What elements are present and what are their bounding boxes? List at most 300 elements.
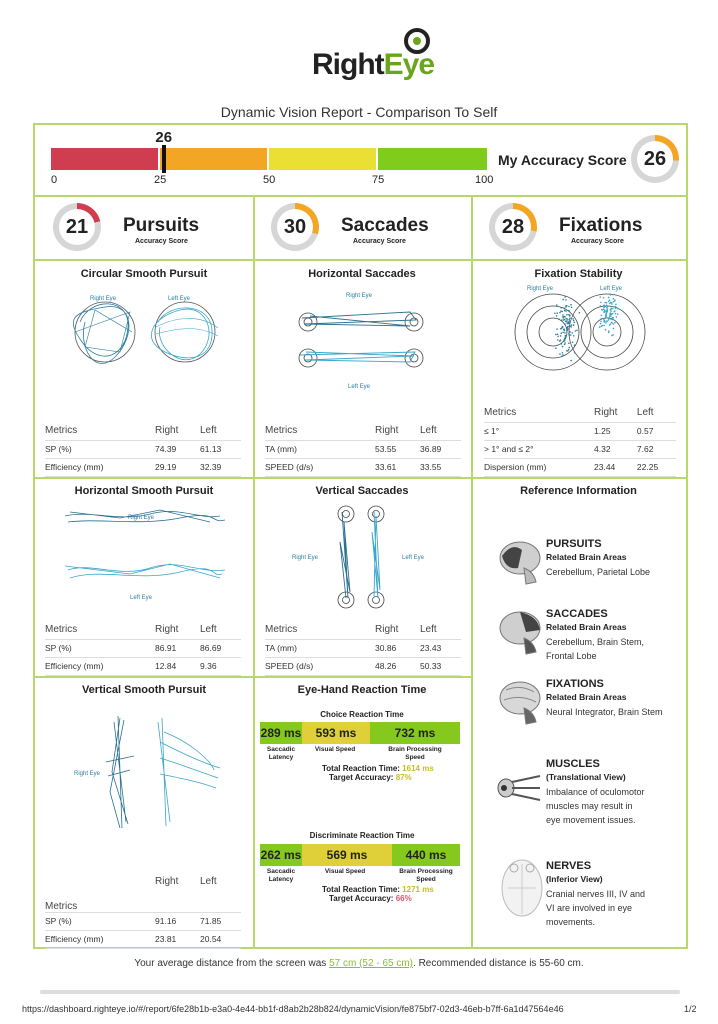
- fixation-point: [570, 334, 572, 336]
- table-header-row: [484, 404, 676, 422]
- fixation-point: [555, 347, 557, 349]
- metric-left: 32.39: [200, 458, 241, 476]
- fix-left-eye-label: Left Eye: [600, 286, 623, 292]
- fixation-point: [560, 310, 562, 312]
- fixation-point: [564, 308, 566, 310]
- metric-name: ≤ 1°: [484, 422, 594, 440]
- metric-left: 7.62: [637, 440, 676, 458]
- fixation-point: [607, 310, 609, 312]
- circular-sp-metrics-table: [45, 422, 241, 477]
- choice-total-reaction: [322, 764, 434, 773]
- fixations-title: Fixations: [559, 215, 643, 236]
- fixation-point: [611, 308, 613, 310]
- metric-right: 4.32: [594, 440, 637, 458]
- distance-suffix: . Recommended distance is 55-60 cm.: [413, 958, 584, 969]
- fixation-point: [601, 325, 603, 327]
- fixation-point: [564, 337, 566, 339]
- discriminate-saccadic-latency-bar: 262 ms: [260, 844, 302, 866]
- metric-name: TA (mm): [265, 639, 375, 657]
- fixation-point: [599, 305, 601, 307]
- grid-divider: [35, 477, 686, 479]
- metric-left: 71.85: [200, 912, 241, 930]
- accuracy-label: Target Accuracy:: [329, 773, 394, 782]
- fixation-point: [600, 302, 602, 304]
- horizontal-scrollbar[interactable]: [40, 990, 680, 994]
- metric-name: > 1° and ≤ 2°: [484, 440, 594, 458]
- eye-hand-reaction-title: Eye-Hand Reaction Time: [297, 684, 427, 696]
- logo-text-part1: Right: [312, 48, 384, 81]
- fixation-point: [574, 322, 576, 324]
- grid-divider: [35, 676, 471, 678]
- table-row: [45, 440, 241, 458]
- accuracy-bar-tick: 100: [475, 174, 494, 186]
- fixation-point: [572, 318, 574, 320]
- fixation-point: [557, 333, 559, 335]
- my-accuracy-score-ring: [631, 135, 679, 183]
- fixation-point: [564, 332, 566, 334]
- fixation-point: [570, 326, 572, 328]
- table-row: [484, 422, 676, 440]
- fixation-point: [561, 356, 563, 358]
- left-header: Left: [200, 876, 241, 912]
- horizontal-pursuit-plot: [60, 508, 230, 598]
- category-score-row: [35, 197, 686, 261]
- metric-right: 29.19: [155, 458, 200, 476]
- fixation-point: [606, 315, 608, 317]
- metric-name: SP (%): [45, 440, 155, 458]
- accuracy-value: 66%: [395, 894, 412, 903]
- fixations-score-ring: [489, 203, 537, 251]
- vertical-saccades-plot: [330, 502, 390, 612]
- reference-item-body: Cranial nerves III, IV and VI are involved in eye movements.: [546, 889, 646, 927]
- fixation-point: [613, 323, 615, 325]
- reference-item-title: FIXATIONS: [546, 678, 604, 690]
- total-label: Total Reaction Time:: [322, 885, 400, 894]
- fixation-point: [613, 328, 615, 330]
- reference-item-subtitle: Related Brain Areas: [546, 622, 627, 632]
- discriminate-total-reaction: [322, 885, 434, 894]
- metric-right: 91.16: [155, 912, 200, 930]
- discriminate-target-accuracy: [329, 894, 412, 903]
- horizontal-saccades-metrics-table: [265, 422, 461, 477]
- fixation-point: [565, 320, 567, 322]
- metrics-header: Metrics: [45, 621, 155, 639]
- fixation-point: [610, 315, 612, 317]
- fixation-point: [603, 312, 605, 314]
- fixation-point: [565, 299, 567, 301]
- fixation-point: [573, 320, 575, 322]
- fixation-point: [608, 319, 610, 321]
- fixation-point: [565, 306, 567, 308]
- metric-right: 74.39: [155, 440, 200, 458]
- fixation-point: [573, 335, 575, 337]
- reference-item-subtitle: Related Brain Areas: [546, 552, 627, 562]
- discriminate-reaction-title: Discriminate Reaction Time: [309, 831, 415, 840]
- reference-item-subtitle: (Translational View): [546, 772, 626, 782]
- left-header: Left: [200, 422, 241, 440]
- my-accuracy-score-value: 26: [637, 141, 673, 177]
- fixation-point: [569, 347, 571, 349]
- fixation-point: [572, 342, 574, 344]
- fixation-point: [570, 304, 572, 306]
- accuracy-bar-segment: [160, 148, 267, 170]
- fixation-point: [613, 298, 615, 300]
- fixation-point: [562, 299, 564, 301]
- horizontal-sp-metrics-table: [45, 621, 241, 676]
- horizontal-smooth-pursuit-title: Horizontal Smooth Pursuit: [74, 485, 214, 497]
- metric-right: 23.44: [594, 458, 637, 476]
- fixation-point: [564, 316, 566, 318]
- fixation-point: [612, 334, 614, 336]
- reference-item-body: Neural Integrator, Brain Stem: [546, 707, 663, 717]
- metric-left: 33.55: [420, 458, 461, 476]
- metric-left: 61.13: [200, 440, 241, 458]
- fixation-point: [562, 352, 564, 354]
- discriminate-visual-speed-bar: 569 ms: [302, 844, 392, 866]
- fixation-point: [606, 320, 608, 322]
- reference-saccades: [546, 608, 666, 663]
- fixation-point: [570, 360, 572, 362]
- right-header: Right: [375, 422, 420, 440]
- accuracy-bar-segment: [51, 148, 158, 170]
- fixation-point: [606, 302, 608, 304]
- fixation-point: [574, 344, 576, 346]
- saccades-score-ring: [271, 203, 319, 251]
- fixation-point: [560, 335, 562, 337]
- fixation-point: [557, 336, 559, 338]
- saccades-subtitle: Accuracy Score: [353, 238, 406, 245]
- fixation-point: [556, 312, 558, 314]
- fixation-point: [604, 321, 606, 323]
- table-row: [45, 912, 241, 930]
- fixation-point: [559, 312, 561, 314]
- reference-item-body: Imbalance of oculomotor muscles may result in eye movement issues.: [546, 787, 645, 825]
- fixation-point: [602, 309, 604, 311]
- fixation-point: [566, 318, 568, 320]
- metric-name: SP (%): [45, 639, 155, 657]
- reference-pursuits: [546, 538, 666, 579]
- choice-reaction-title: Choice Reaction Time: [320, 710, 404, 719]
- fixation-point: [615, 306, 617, 308]
- metric-left: 22.25: [637, 458, 676, 476]
- fixation-point: [604, 302, 606, 304]
- table-row: [45, 458, 241, 476]
- reference-item-subtitle: Related Brain Areas: [546, 692, 627, 702]
- fixation-point: [609, 324, 611, 326]
- fixation-point: [562, 346, 564, 348]
- fixation-point: [564, 342, 566, 344]
- fixation-point: [565, 335, 567, 337]
- fixation-point: [568, 319, 570, 321]
- page-number: 1/2: [684, 1004, 697, 1014]
- fixation-point: [607, 317, 609, 319]
- left-header: Left: [420, 621, 461, 639]
- fixation-point: [603, 325, 605, 327]
- accuracy-bar-tick: 0: [51, 174, 58, 186]
- metric-right: 1.25: [594, 422, 637, 440]
- fixation-point: [573, 324, 575, 326]
- righteye-logo: [300, 28, 460, 88]
- choice-saccadic-latency-bar: 289 ms: [260, 722, 302, 744]
- fixation-point: [615, 304, 617, 306]
- fixation-point: [563, 329, 565, 331]
- logo-eye-icon: [404, 28, 430, 54]
- nerves-icon: [500, 858, 544, 918]
- metric-right: 33.61: [375, 458, 420, 476]
- accuracy-bar-segment: [269, 148, 376, 170]
- metric-name: Efficiency (mm): [45, 458, 155, 476]
- accuracy-bar-marker-label: 26: [155, 129, 173, 146]
- hsac-right-eye-label: Right Eye: [346, 293, 373, 299]
- right-header: Right: [155, 422, 200, 440]
- fixation-point: [610, 310, 612, 312]
- fixation-point: [561, 332, 563, 334]
- fixation-point: [603, 319, 605, 321]
- total-value: 1271 ms: [402, 885, 434, 894]
- right-header: Right: [155, 876, 200, 912]
- fix-right-eye-label: Right Eye: [527, 286, 554, 292]
- fixation-point: [615, 313, 617, 315]
- fixation-stability-metrics-table: [484, 404, 676, 477]
- table-row: [484, 458, 676, 476]
- table-row: [45, 930, 241, 948]
- fixation-stability-plot: [505, 286, 655, 372]
- table-header-row: [265, 422, 461, 440]
- right-header: Right: [155, 621, 200, 639]
- fixation-point: [560, 328, 562, 330]
- accuracy-score-row: [35, 125, 686, 197]
- fixation-point: [603, 307, 605, 309]
- fixation-point: [614, 322, 616, 324]
- metric-name: Efficiency (mm): [45, 930, 155, 948]
- table-row: [45, 657, 241, 675]
- pursuits-title: Pursuits: [123, 215, 200, 236]
- fixation-point: [610, 313, 612, 315]
- vsac-right-eye-label: Right Eye: [292, 555, 319, 561]
- fixation-point: [605, 329, 607, 331]
- fixation-point: [614, 310, 616, 312]
- fixation-point: [606, 308, 608, 310]
- fixation-point: [599, 326, 601, 328]
- eye-muscles-icon: [494, 768, 542, 808]
- fixation-point: [564, 319, 566, 321]
- fixation-point: [562, 354, 564, 356]
- accuracy-label: Target Accuracy:: [329, 894, 394, 903]
- reference-item-body: Cerebellum, Brain Stem, Frontal Lobe: [546, 637, 645, 661]
- category-fixations: [471, 197, 686, 259]
- screen-distance-note: [0, 958, 718, 969]
- discriminate-brain-processing-bar: 440 ms: [392, 844, 460, 866]
- table-row: [265, 458, 461, 476]
- metric-left: 36.89: [420, 440, 461, 458]
- fixation-point: [568, 321, 570, 323]
- fixation-point: [613, 301, 615, 303]
- fixation-point: [566, 314, 568, 316]
- fixation-point: [610, 294, 612, 296]
- vertical-saccades-metrics-table: [265, 621, 461, 676]
- fixation-point: [562, 332, 564, 334]
- report-title: Dynamic Vision Report - Comparison To Self: [220, 104, 498, 120]
- choice-caption-brain: Brain Processing Speed: [388, 746, 442, 761]
- fixation-point: [610, 309, 612, 311]
- metric-name: Dispersion (mm): [484, 458, 594, 476]
- fixation-point: [615, 307, 617, 309]
- right-header: Right: [594, 404, 637, 422]
- fixation-point: [609, 300, 611, 302]
- horizontal-saccades-title: Horizontal Saccades: [308, 268, 416, 280]
- choice-visual-speed-bar: 593 ms: [302, 722, 370, 744]
- fixation-point: [612, 318, 614, 320]
- circular-left-eye-label: Left Eye: [168, 296, 191, 302]
- metric-right: 23.81: [155, 930, 200, 948]
- fixation-point: [614, 300, 616, 302]
- reference-item-title: PURSUITS: [546, 538, 602, 550]
- metrics-header: Metrics: [45, 876, 155, 912]
- fixation-point: [556, 315, 558, 317]
- fixation-point: [616, 316, 618, 318]
- grid-divider: [471, 197, 473, 949]
- fixation-point: [567, 328, 569, 330]
- distance-prefix: Your average distance from the screen was: [134, 958, 330, 969]
- metric-name: Efficiency (mm): [45, 657, 155, 675]
- right-header: Right: [375, 621, 420, 639]
- fixation-point: [567, 310, 569, 312]
- fixation-point: [603, 297, 605, 299]
- accuracy-bar-tick: 75: [372, 174, 385, 186]
- fixation-point: [576, 330, 578, 332]
- hsp-left-eye-label: Left Eye: [130, 595, 153, 601]
- fixation-point: [569, 331, 571, 333]
- fixation-point: [611, 322, 613, 324]
- fixation-point: [563, 340, 565, 342]
- hsac-left-eye-label: Left Eye: [348, 384, 371, 390]
- fixation-point: [579, 312, 581, 314]
- total-value: 1614 ms: [402, 764, 434, 773]
- discriminate-caption-visual: Visual Speed: [324, 868, 366, 875]
- fixation-point: [607, 306, 609, 308]
- fixation-point: [605, 312, 607, 314]
- reference-item-title: NERVES: [546, 860, 592, 872]
- metric-name: TA (mm): [265, 440, 375, 458]
- reference-item-subtitle: (Inferior View): [546, 874, 603, 884]
- fixation-point: [605, 322, 607, 324]
- fixation-point: [571, 324, 573, 326]
- metric-left: 23.43: [420, 639, 461, 657]
- fixation-point: [575, 330, 577, 332]
- fixation-point: [600, 296, 602, 298]
- table-header-row: [265, 621, 461, 639]
- vertical-sp-metrics-table: [45, 876, 241, 949]
- category-saccades: [253, 197, 471, 259]
- brain-icon: [498, 538, 542, 586]
- vertical-saccades-title: Vertical Saccades: [315, 485, 409, 497]
- page-url: https://dashboard.righteye.io/#/report/6fe28b1b-e3a0-4e44-bb1f-d8ab2b28b824/dynamicVision/fe875bf7-02d3-46eb-b7ff-6a1d47564e46: [22, 1004, 564, 1014]
- pursuits-subtitle: Accuracy Score: [135, 238, 188, 245]
- circular-right-eye-label: Right Eye: [90, 296, 117, 302]
- reference-information-title: Reference Information: [520, 485, 637, 497]
- fixation-point: [557, 339, 559, 341]
- left-header: Left: [420, 422, 461, 440]
- total-label: Total Reaction Time:: [322, 764, 400, 773]
- fixation-point: [560, 307, 562, 309]
- fixation-point: [560, 339, 562, 341]
- vsp-right-eye-label: Right Eye: [74, 771, 101, 777]
- fixation-point: [612, 294, 614, 296]
- metric-right: 48.26: [375, 657, 420, 675]
- metric-left: 9.36: [200, 657, 241, 675]
- fixation-point: [564, 296, 566, 298]
- circular-smooth-pursuit-title: Circular Smooth Pursuit: [80, 268, 208, 280]
- metric-left: 86.69: [200, 639, 241, 657]
- vsac-left-eye-label: Left Eye: [402, 555, 425, 561]
- brain-icon: [498, 608, 542, 656]
- metric-name: SPEED (d/s): [265, 458, 375, 476]
- hsp-right-eye-label: Right Eye: [128, 515, 155, 521]
- pursuits-score-ring: [53, 203, 101, 251]
- reference-item-title: MUSCLES: [546, 758, 600, 770]
- fixations-subtitle: Accuracy Score: [571, 238, 624, 245]
- my-accuracy-score-label: My Accuracy Score: [498, 152, 627, 168]
- discriminate-caption-brain: Brain Processing Speed: [399, 868, 453, 883]
- metrics-header: Metrics: [265, 422, 375, 440]
- fixation-point: [559, 353, 561, 355]
- metric-right: 30.86: [375, 639, 420, 657]
- choice-brain-processing-bar: 732 ms: [370, 722, 460, 744]
- reference-fixations: [546, 678, 666, 719]
- reference-item-body: Cerebellum, Parietal Lobe: [546, 567, 651, 577]
- saccades-score-value: 30: [277, 209, 313, 245]
- fixation-point: [561, 343, 563, 345]
- category-pursuits: [35, 197, 253, 259]
- fixation-point: [608, 297, 610, 299]
- accuracy-bar-segment: [378, 148, 487, 170]
- fixation-point: [605, 306, 607, 308]
- fixation-point: [558, 318, 560, 320]
- fixation-point: [562, 316, 564, 318]
- fixation-stability-title: Fixation Stability: [534, 268, 623, 280]
- fixation-point: [608, 332, 610, 334]
- fixation-point: [561, 319, 563, 321]
- metric-right: 86.91: [155, 639, 200, 657]
- metric-left: 20.54: [200, 930, 241, 948]
- fixation-point: [568, 306, 570, 308]
- fixation-point: [555, 334, 557, 336]
- metric-left: 0.57: [637, 422, 676, 440]
- metric-name: SPEED (d/s): [265, 657, 375, 675]
- vertical-smooth-pursuit-title: Vertical Smooth Pursuit: [81, 684, 207, 696]
- left-header: Left: [637, 404, 676, 422]
- fixation-point: [556, 304, 558, 306]
- logo-text-part2: Eye: [383, 48, 435, 81]
- table-header-row: [45, 422, 241, 440]
- fixation-point: [604, 310, 606, 312]
- table-header-row: [45, 876, 241, 912]
- table-header-row: [45, 621, 241, 639]
- table-row: [484, 440, 676, 458]
- accuracy-bar-tick: 50: [263, 174, 276, 186]
- fixation-point: [556, 328, 558, 330]
- vertical-pursuit-plot: [100, 712, 230, 832]
- choice-caption-visual: Visual Speed: [314, 746, 356, 753]
- reference-item-title: SACCADES: [546, 608, 608, 620]
- table-row: [45, 639, 241, 657]
- fixation-point: [567, 350, 569, 352]
- fixation-point: [571, 332, 573, 334]
- fixation-point: [569, 315, 571, 317]
- fixation-point: [562, 314, 564, 316]
- metric-name: SP (%): [45, 912, 155, 930]
- fixation-point: [617, 308, 619, 310]
